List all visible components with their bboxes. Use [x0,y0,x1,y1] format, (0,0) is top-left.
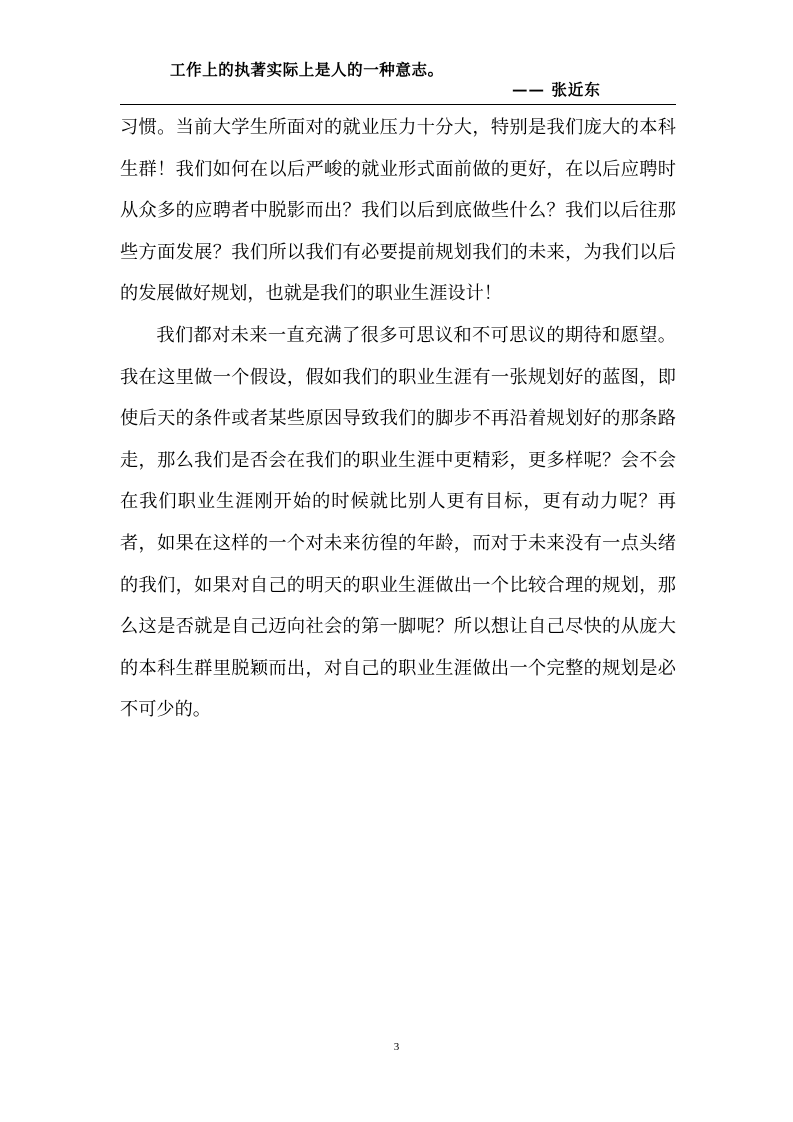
paragraph: 我们都对未来一直充满了很多可思议和不可思议的期待和愿望。我在这里做一个假设，假如我们的职业生涯有一张规划好的蓝图，即使后天的条件或者某些原因导致我们的脚步不再沿着规划好的那条路走，那么我们是否会在我们的职业生涯中更精彩，更多样呢？会不会在我们职业生涯刚开始的时候就比别人更有目标，更有动力呢？再者，如果在这样的一个对未来彷徨的年龄，而对于未来没有一点头绪的我们，如果对自己的明天的职业生涯做出一个比较合理的规划，那么这是否就是自己迈向社会的第一脚呢？所以想让自己尽快的从庞大的本科生群里脱颖而出，对自己的职业生涯做出一个完整的规划是必不可少的。 [120,324,676,721]
header-author: —— 张近东 [512,80,601,99]
header-divider [120,104,676,105]
document-body [120,107,676,731]
page-number: 3 [393,1041,400,1053]
header-quote: 工作上的执著实际上是人的一种意志。 [170,60,444,79]
paragraph-continued: 习惯。当前大学生所面对的就业压力十分大，特别是我们庞大的本科生群！我们如何在以后严峻的就业形式面前做的更好，在以后应聘时从众多的应聘者中脱影而出？我们以后到底做些什么？我们以后往那些方面发展？我们所以我们有必要提前规划我们的未来，为我们以后的发展做好规划，也就是我们的职业生涯设计！ [120,117,676,305]
page-header [120,52,676,106]
